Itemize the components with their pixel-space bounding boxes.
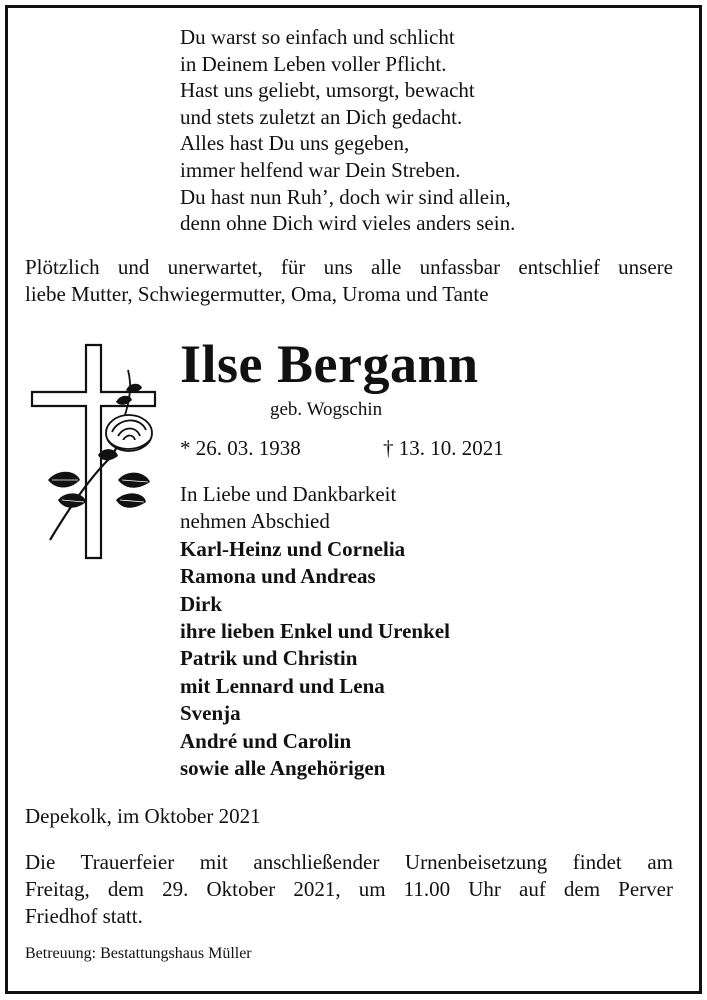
mourner-name: mit Lennard und Lena (180, 673, 385, 698)
announcement-line: Plötzlich und unerwartet, für uns alle unfassbar entschlief unsere (25, 255, 673, 279)
poem-line: Hast uns geliebt, umsorgt, bewacht (180, 78, 475, 103)
funeral-line: Freitag, dem 29. Oktober 2021, um 11.00 Uhr auf dem Perver (25, 877, 673, 901)
maiden-name: geb. Wogschin (270, 399, 383, 420)
mourner-name: Karl-Heinz und Cornelia (180, 536, 406, 561)
mourner-name: Svenja (180, 701, 241, 726)
mourner-name: Patrik und Christin (180, 646, 358, 671)
mourner-name: sowie alle Angehörigen (180, 756, 386, 781)
funeral-home-credit: Betreuung: Bestattungshaus Müller (25, 945, 252, 962)
poem-line: Du hast nun Ruh’, doch wir sind allein, (180, 184, 511, 209)
mourner-name: ihre lieben Enkel und Urenkel (180, 619, 450, 644)
funeral-line: Die Trauerfeier mit anschließender Urnenbeisetzung findet am (25, 850, 673, 874)
poem-line: und stets zuletzt an Dich gedacht. (180, 104, 463, 129)
birth-date: * 26. 03. 1938 (180, 436, 301, 460)
cross-with-rose-icon (28, 340, 163, 565)
mourner-name: André und Carolin (180, 728, 352, 753)
death-date: † 13. 10. 2021 (383, 436, 504, 460)
funeral-notice (25, 849, 673, 930)
announcement-line: liebe Mutter, Schwiegermutter, Oma, Uroma und Tante (25, 282, 489, 306)
poem-line: Alles hast Du uns gegeben, (180, 131, 410, 156)
poem (180, 24, 515, 237)
funeral-line: Friedhof statt. (25, 904, 143, 928)
poem-line: Du warst so einfach und schlicht (180, 25, 455, 49)
poem-line: in Deinem Leben voller Pflicht. (180, 51, 447, 76)
mourner-name: Dirk (180, 591, 222, 616)
announcement-text (25, 254, 673, 308)
mourner-name: Ramona und Andreas (180, 564, 376, 589)
poem-line: denn ohne Dich wird vieles anders sein. (180, 211, 516, 236)
mourners-intro: In Liebe und Dankbarkeit (180, 482, 397, 506)
deceased-name: Ilse Bergann (180, 334, 479, 394)
mourners-block (180, 481, 450, 782)
poem-line: immer helfend war Dein Streben. (180, 157, 461, 182)
place-date: Depekolk, im Oktober 2021 (25, 804, 261, 828)
mourners-intro: nehmen Abschied (180, 509, 330, 534)
